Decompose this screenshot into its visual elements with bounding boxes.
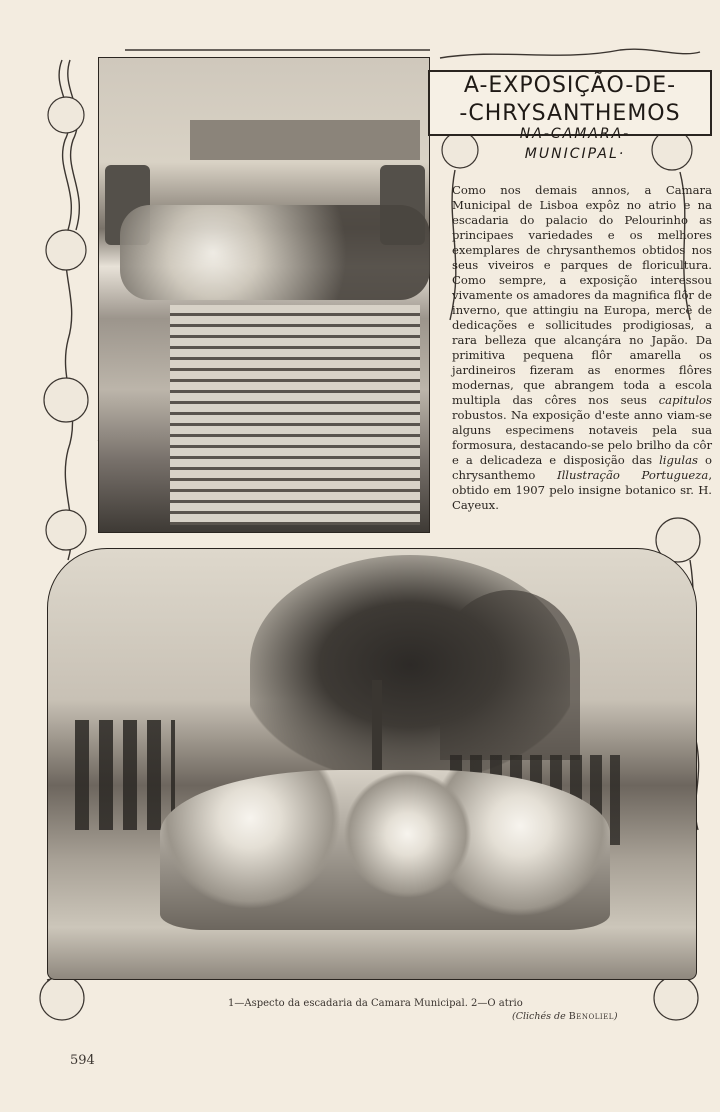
article-text-2: robustos. Na exposição d'este anno viam-se alguns especimens notaveis pela sua formosura, destacando-se pelo brilho da côr e a delicadeza e disposição das <box>452 408 712 467</box>
photo-flower-banks <box>120 205 430 300</box>
credit-name: Benoliel <box>568 1011 614 1022</box>
rose-ornament-1 <box>48 97 84 133</box>
article-em-illustracao: Illustração Portugueza <box>557 468 709 482</box>
photo-chrysanthemum-display <box>160 770 610 930</box>
photo-caption: 1—Aspecto da escadaria da Camara Municipal. 2—O atrio <box>228 998 523 1009</box>
rose-ornament-6 <box>652 130 692 170</box>
rose-ornament-4 <box>46 510 86 550</box>
article-text-3: o chrysanthemo <box>452 453 712 482</box>
photo-stairs <box>170 305 420 525</box>
photo-visitors-left <box>75 720 175 830</box>
photo-balcony-detail <box>190 120 420 160</box>
article-text-1: Como nos demais annos, a Camara Municipal de Lisboa expôz no atrio e na escadaria do palacio do Pelourinho as principaes variedades e os melhores exemplares de chrysanthemos obtidos nos seus viveiros e parques de floricultura. Como sempre, a exposição interessou vivamente os amadores da magnifica flôr de inverno, que attingiu na Europa, mercê de dedicações e sollicitudes prodigiosas, a rara belleza que alcançára no Japão. Da primitiva pequena flôr amarella os jardineiros fizeram as enormes flôres modernas, que abrangem toda a escola multipla das côres nos seus <box>452 183 712 407</box>
subtitle-line-1: NA-CAMARA- <box>519 126 631 142</box>
credit-suffix: ) <box>613 1011 618 1022</box>
photo-credit <box>512 1011 712 1022</box>
rose-ornament-2 <box>46 230 86 270</box>
article-body <box>452 183 712 513</box>
photo-palm-fronds <box>250 555 570 775</box>
title-line-1: A-EXPOSIÇÃO-DE- <box>463 73 677 98</box>
page-number: 594 <box>70 1053 95 1068</box>
rose-ornament-3 <box>44 378 88 422</box>
credit-prefix: (Clichés de <box>512 1011 569 1022</box>
photo-palm-trunk <box>372 680 382 780</box>
article-text-4: , obtido em 1907 pelo insigne botanico sr. H. Cayeux. <box>452 468 712 512</box>
title-line-2: -CHRYSANTHEMOS <box>459 101 681 126</box>
article-em-capitulos: capitulos <box>658 393 712 407</box>
subtitle-line-2: MUNICIPAL· <box>524 146 626 162</box>
rose-ornament-8 <box>40 976 84 1020</box>
rose-ornament-5 <box>442 132 478 168</box>
article-em-ligulas: ligulas <box>659 453 698 467</box>
